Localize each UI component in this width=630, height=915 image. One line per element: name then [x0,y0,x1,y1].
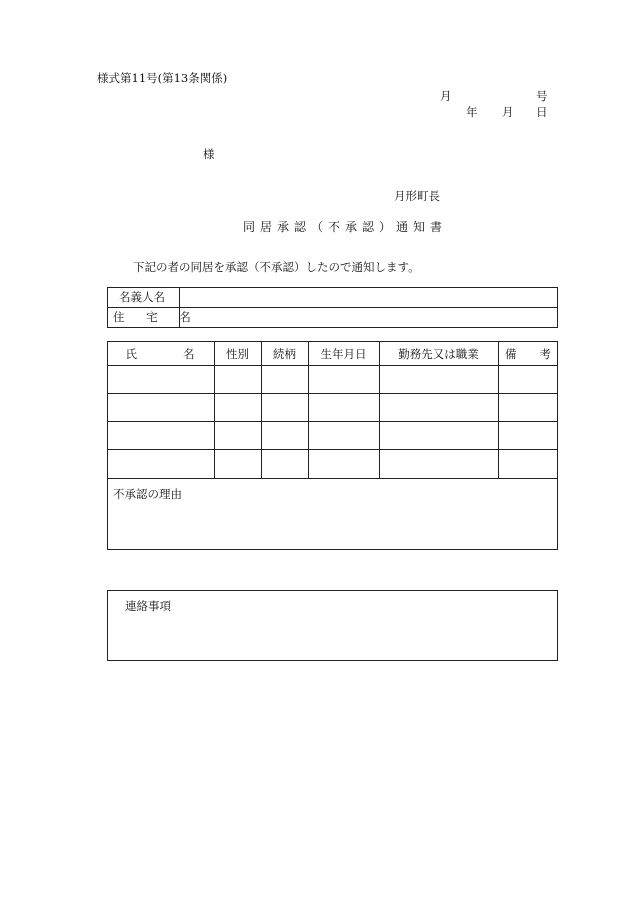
column-divider [498,341,499,478]
header-name: 氏 名 [125,347,195,361]
row-divider [107,393,558,394]
date-month: 月 [502,105,514,119]
addressee-suffix: 様 [203,147,215,161]
member-table-border [107,341,558,550]
column-divider [308,341,309,478]
column-divider [261,341,262,478]
row-divider [107,421,558,422]
document-title: 同居承認（不承認）通知書 [243,220,448,234]
header-remarks: 備 考 [505,347,551,361]
reason-divider [107,478,558,479]
date-year: 年 [466,105,478,119]
header-relation: 続柄 [273,347,296,361]
form-number: 様式第11号(第13条関係) [97,71,228,85]
row-divider [107,449,558,450]
body-text: 下記の者の同居を承認（不承認）したので通知します。 [133,260,420,274]
date-day: 日 [536,105,548,119]
holder-table-divider [107,307,558,308]
holder-name-label: 名義人名 [119,290,165,304]
header-birthdate: 生年月日 [320,347,367,361]
house-name-label: 住 宅 名 [113,310,200,324]
header-workplace: 勤務先又は職業 [398,347,479,361]
column-divider [214,341,215,478]
header-divider [107,365,558,366]
doc-number-month: 月 [440,89,452,103]
contact-box [107,590,558,661]
issuer: 月形町長 [394,189,440,203]
doc-number-label: 号 [536,89,548,103]
contact-label: 連絡事項 [125,599,171,613]
reason-label: 不承認の理由 [113,487,182,501]
column-divider [379,341,380,478]
header-sex: 性別 [226,347,249,361]
